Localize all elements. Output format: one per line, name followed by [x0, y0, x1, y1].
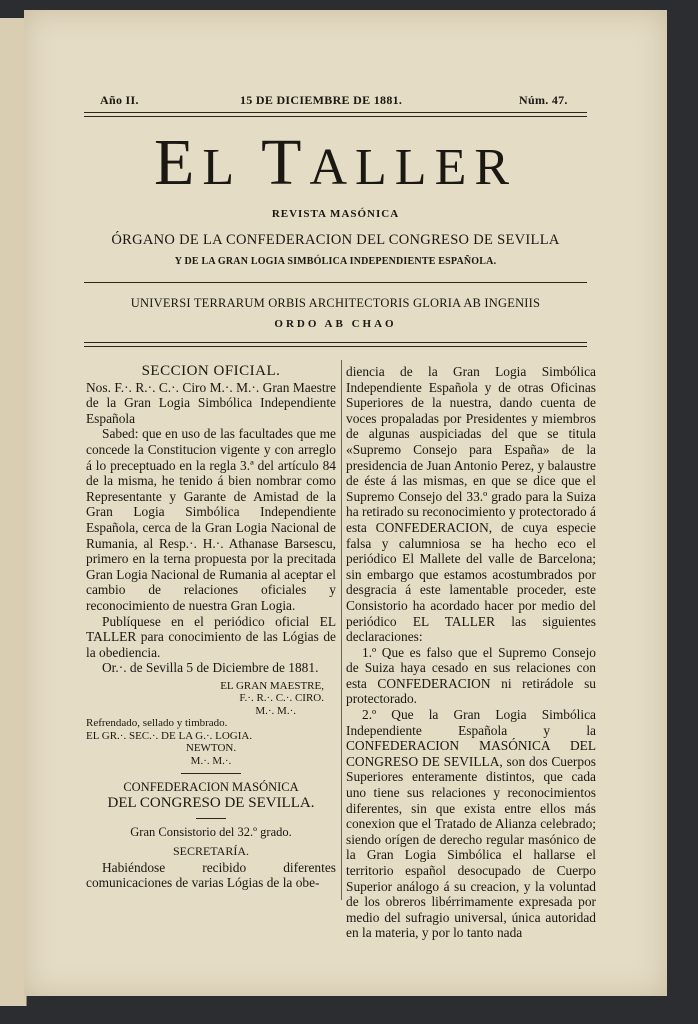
subsection-separator: [196, 818, 226, 819]
consistorio-heading: Gran Consistorio del 32.º grado.: [130, 824, 292, 839]
declaration-2: 2.º Que la Gran Logia Simbólica Independiente Española y la CONFEDERACION MASÓNICA DEL CONGRESO DE SEVILLA, son dos Cuerpos Superiores enteramente distintos, que cada uno tiene sus relaciones y reconocimientos diferentes, sin que exista entre ellos más conexion que el Tratado de Alianza celebrado; siendo orígen de derecho regular masónico de la Gran Logia Simbólica el hallarse el territorio español desocupado de Cuerpo Superior análogo á su creacion, y la voluntad de los obreros libérrimamente expresada por medio del sufragio universal, única autoridad en la materia, y por lo tanto nada: [346, 707, 596, 941]
organ-line-2: Y DE LA GRAN LOGIA SIMBÓLICA INDEPENDIENTE ESPAÑOLA.: [174, 256, 497, 267]
issue-year: Año II.: [100, 93, 139, 107]
declaration-1: 1.º Que es falso que el Supremo Consejo de Suiza haya cesado en sus relaciones con esta CONFEDERACION ni retirádole su protectorado.: [346, 644, 596, 707]
organ-line: ÓRGANO DE LA CONFEDERACION DEL CONGRESO DE SEVILLA: [111, 232, 560, 248]
countersign-grade: M.·. M.·.: [190, 754, 232, 767]
motto: UNIVERSI TERRARUM ORBIS ARCHITECTORIS GLORIA AB INGENIIS: [130, 296, 541, 310]
issue-date: 15 DE DICIEMBRE DE 1881.: [240, 93, 403, 107]
masthead-rule-top: [84, 112, 587, 113]
decree-opening: Nos. F.·. R.·. C.·. Ciro M.·. M.·. Gran Maestre de la Gran Logia Simbólica Independiente Española: [86, 379, 336, 426]
adjacent-page-edge: [0, 18, 27, 1006]
countersign-title: EL GR.·. SEC.·. DE LA G.·. LOGIA.: [86, 729, 253, 742]
section-separator: [181, 773, 241, 774]
masthead-rule-mid: [84, 282, 587, 283]
decree-body: Sabed: que en uso de las facultades que me concede la Constitucion vigente y con arreglo á lo preceptuado en la regla 3.ª del artículo 84 de la misma, he tenido á bien nombrar como Representante y Garante de Amistad de la Gran Logia Simbólica Independiente Española, cerca de la Gran Logia Nacional de Rumania, al Resp.·. H.·. Athanase Barsescu, primero en la terna propuesta por la precitada Gran Logia Nacional de Rumania al aceptar el cambio de relaciones oficiales y reconocimiento de nuestra Gran Logia.: [86, 426, 336, 613]
confederation-heading: CONFEDERACION MASÓNICA: [123, 780, 299, 795]
motto-2: ORDO AB CHAO: [274, 318, 397, 330]
countersign-name: NEWTON.: [185, 742, 237, 755]
masthead-rule-top-2: [84, 116, 587, 117]
signature-title: EL GRAN MAESTRE,: [220, 679, 324, 692]
masthead-rule-bottom-2: [84, 346, 587, 347]
title-part-3: T: [261, 126, 310, 199]
column-divider: [341, 360, 342, 900]
signature-name: F.·. R.·. C.·. CIRO.: [239, 692, 324, 705]
secretaria-heading: SECRETARÍA.: [172, 844, 250, 859]
section-heading: SECCION OFICIAL.: [141, 363, 281, 379]
issue-number: Núm. 47.: [519, 93, 568, 107]
countersign-note: Refrendado, sellado y timbrado.: [86, 717, 228, 730]
title-part-2: L: [202, 139, 262, 196]
decree-publish: Publíquese en el periódico oficial EL TALLER para conocimiento de las Lógias de la obediencia.: [86, 613, 336, 660]
title-part-4: ALLER: [309, 139, 518, 196]
title-part-1: E: [153, 126, 203, 199]
left-column: [86, 364, 336, 891]
newspaper-title: [84, 128, 587, 203]
consistorio-continued: diencia de la Gran Logia Simbólica Independiente Española y de otras Oficinas Superiores de la nuestra, dando cuenta de voces propaladas por Presidentes y miembros de algunas auspiciadas del que se titula «Supremo Consejo para España» de la presidencia de Juan Antonio Perez, y balaustre de éste á las mismas, en que se dice que el Supremo Consejo del 33.º grado para la Suiza ha retirado su reconocimiento y protectorado á esta CONFEDERACION, de cuya especie falsa y calumniosa se ha hecho eco el periódico El Mallete del valle de Barcelona; sin embargo que estamos acostumbrados por desgracia á este lamentable proceder, este Consistorio ha acordado hacer por medio del periódico EL TALLER las siguientes declaraciones:: [346, 364, 596, 645]
right-column: [346, 364, 596, 941]
masthead-info-line: [76, 93, 586, 107]
consistorio-text: Habiéndose recibido diferentes comunicaciones de varias Lógias de la obe-: [86, 859, 336, 891]
decree-date: Or.·. de Sevilla 5 de Diciembre de 1881.: [102, 660, 319, 676]
confederation-heading-2: DEL CONGRESO DE SEVILLA.: [107, 794, 315, 811]
masthead-rule-bottom: [84, 342, 587, 343]
signature-grade: M.·. M.·.: [255, 704, 296, 717]
subtitle: REVISTA MASÓNICA: [271, 208, 400, 220]
